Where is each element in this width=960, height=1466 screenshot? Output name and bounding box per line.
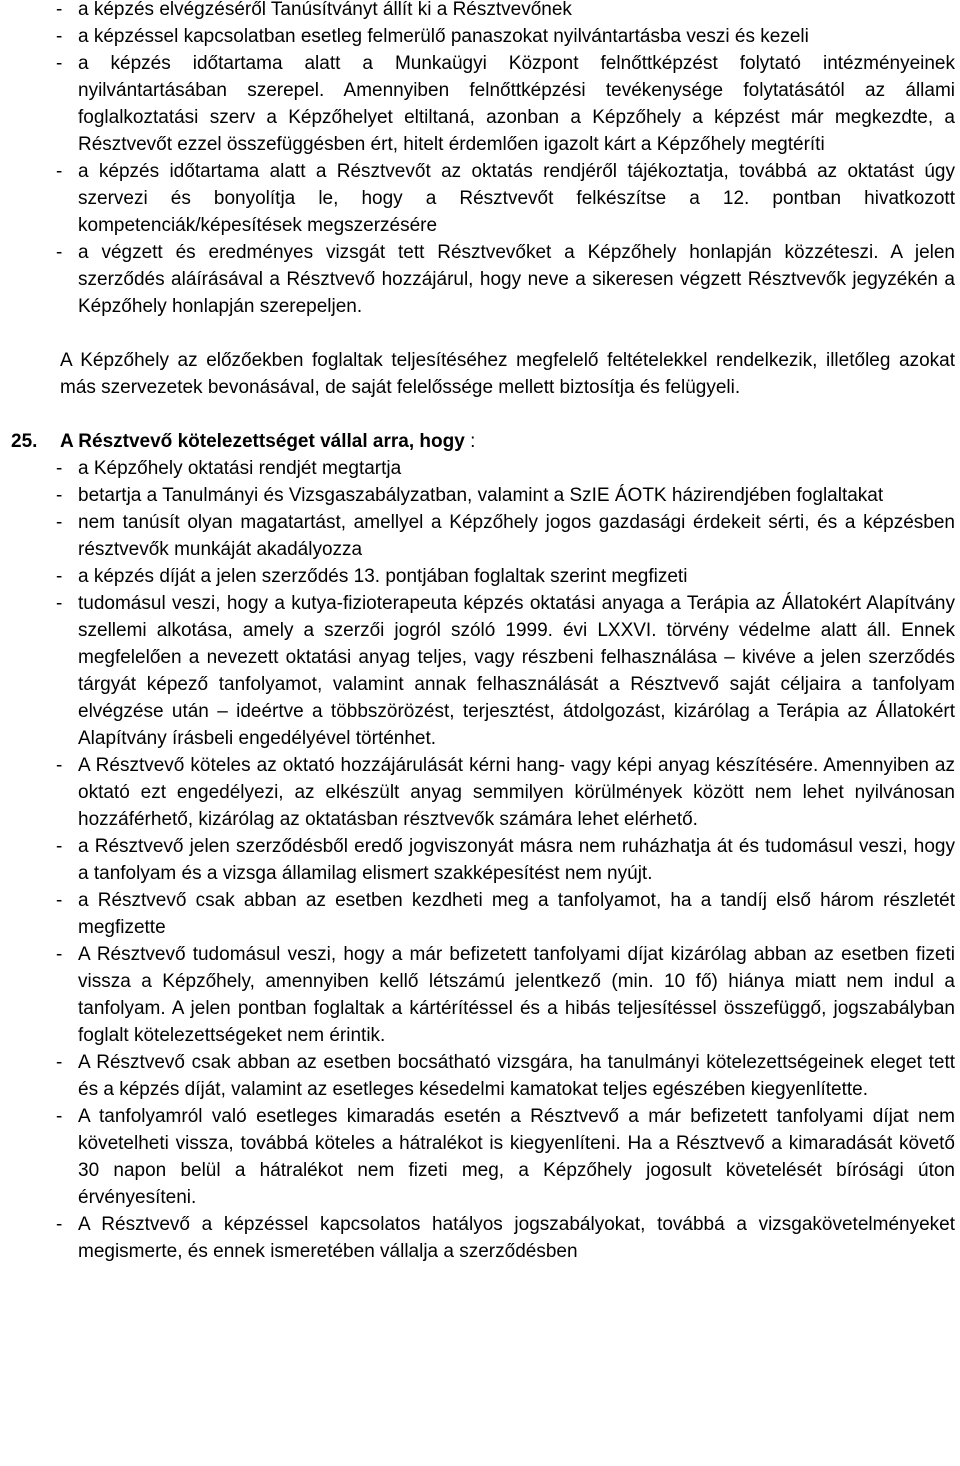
list-item xyxy=(56,563,955,590)
section-title: A Résztvevő kötelezettséget vállal arra, hogy xyxy=(60,431,465,452)
list-item-text: A Résztvevő köteles az oktató hozzájárulását kérni hang- vagy képi anyag készítésére. Amennyiben az oktató ezt engedélyezi, az elkészült anyag semmilyen körülmények között nem lehet nyilvánosan hozzáférhető, kizárólag az oktatásban résztvevők számára lehet elérhető. xyxy=(78,755,955,830)
list-item xyxy=(56,0,955,23)
list-item-text: a végzett és eredményes vizsgát tett Résztvevőket a Képzőhely honlapján közzéteszi. A jelen szerződés aláírásával a Résztvevő hozzájárul, hogy neve a sikeresen végzett Résztvevők jegyzékén a Képzőhely honlapján szerepeljen. xyxy=(78,242,955,317)
list-dash: - xyxy=(56,458,63,479)
list-dash: - xyxy=(56,755,63,776)
list-item-text: a képzés díját a jelen szerződés 13. pontjában foglaltak szerint megfizeti xyxy=(78,566,688,587)
list-item xyxy=(56,158,955,239)
section-heading xyxy=(11,428,955,455)
list-dash: - xyxy=(56,944,63,965)
list-dash: - xyxy=(56,890,63,911)
list-dash: - xyxy=(56,593,63,614)
list-item xyxy=(56,590,955,752)
list-item xyxy=(56,1103,955,1211)
obligations-list-participant xyxy=(0,455,960,1265)
list-dash: - xyxy=(56,0,63,20)
list-item xyxy=(56,50,955,158)
list-item xyxy=(56,482,955,509)
list-dash: - xyxy=(56,242,63,263)
list-item-text: a Résztvevő jelen szerződésből eredő jogviszonyát másra nem ruházhatja át és tudomásul veszi, hogy a tanfolyam és a vizsga államilag elismert szakképesítést nem nyújt. xyxy=(78,836,955,884)
list-item-text: a képzés időtartama alatt a Résztvevőt az oktatás rendjéről tájékoztatja, továbbá az oktatást úgy szervezi és bonyolítja le, hogy a Résztvevőt felkészítse a 12. pontban hivatkozott kompetenciák/képesítések megszerzésére xyxy=(78,161,955,236)
list-item-text: A tanfolyamról való esetleges kimaradás esetén a Résztvevő a már befizetett tanfolyami díjat nem követelheti vissza, továbbá köteles a hátralékot is kiegyenlíteni. Ha a Résztvevő a kimaradását követő 30 napon belül a hátralékot nem fizeti meg, a Képzőhely jogosult követelését bírósági úton érvényesíteni. xyxy=(78,1106,955,1208)
list-dash: - xyxy=(56,836,63,857)
list-dash: - xyxy=(56,161,63,182)
list-item-text: nem tanúsít olyan magatartást, amellyel a Képzőhely jogos gazdasági érdekeit sérti, és a képzésben résztvevők munkáját akadályozza xyxy=(78,512,955,560)
blank-line xyxy=(0,320,960,347)
list-dash: - xyxy=(56,26,63,47)
list-item xyxy=(56,509,955,563)
list-item xyxy=(56,239,955,320)
list-dash: - xyxy=(56,566,63,587)
body-paragraph: A Képzőhely az előzőekben foglaltak teljesítéséhez megfelelő feltételekkel rendelkezik, illetőleg azokat más szervezetek bevonásával, de saját felelőssége mellett biztosítja és felügyeli. xyxy=(60,350,955,398)
list-item-text: A Résztvevő a képzéssel kapcsolatos hatályos jogszabályokat, továbbá a vizsgakövetelményeket megismerte, és ennek ismeretében vállalja a szerződésben xyxy=(78,1214,955,1262)
list-item xyxy=(56,887,955,941)
list-item xyxy=(56,752,955,833)
list-item-text: a képzés elvégzéséről Tanúsítványt állít ki a Résztvevőnek xyxy=(78,0,572,20)
blank-line xyxy=(0,401,960,428)
list-item-text: A Résztvevő tudomásul veszi, hogy a már befizetett tanfolyami díjat kizárólag abban az esetben fizeti vissza a Képzőhely, amennyiben kellő létszámú jelentkező (min. 10 fő) hiánya miatt nem indul a tanfolyam. A jelen pontban foglaltak a kártérítéssel és a hibás teljesítéssel összefüggő, jogszabályban foglalt kötelezettségeket nem érintik. xyxy=(78,944,955,1046)
obligations-list-capabilities xyxy=(0,0,960,320)
list-item xyxy=(56,941,955,1049)
list-dash: - xyxy=(56,512,63,533)
list-item-text: a képzés időtartama alatt a Munkaügyi Központ felnőttképzést folytató intézményeinek nyilvántartásában szerepel. Amennyiben felnőttképzési tevékenysége folytatásától az állami foglalkoztatási szerv a Képzőhelyet eltiltaná, azonban a Képzőhely a képzést már megkezdte, a Résztvevőt ezzel összefüggésben ért, hitelt érdemlően igazolt kárt a Képzőhely megtéríti xyxy=(78,53,955,155)
list-item-text: a Képzőhely oktatási rendjét megtartja xyxy=(78,458,402,479)
list-item-text: betartja a Tanulmányi és Vizsgaszabályzatban, valamint a SzIE ÁOTK házirendjében foglaltakat xyxy=(78,485,884,506)
list-dash: - xyxy=(56,1106,63,1127)
list-item xyxy=(56,23,955,50)
list-item-text: A Résztvevő csak abban az esetben bocsátható vizsgára, ha tanulmányi kötelezettségeinek eleget tett és a képzés díját, valamint az esetleges késedelmi kamatokat teljes egészében kiegyenlítette. xyxy=(78,1052,955,1100)
section-number: 25. xyxy=(11,431,38,452)
list-dash: - xyxy=(56,1214,63,1235)
list-item xyxy=(56,1049,955,1103)
list-item-text: a Résztvevő csak abban az esetben kezdheti meg a tanfolyamot, ha a tandíj első három részletét megfizette xyxy=(78,890,955,938)
list-item-text: a képzéssel kapcsolatban esetleg felmerülő panaszokat nyilvántartásba veszi és kezeli xyxy=(78,26,809,47)
section-title-suffix: : xyxy=(464,431,476,452)
list-item xyxy=(56,1211,955,1265)
list-dash: - xyxy=(56,53,63,74)
list-item xyxy=(56,833,955,887)
list-item xyxy=(56,455,955,482)
list-dash: - xyxy=(56,1052,63,1073)
list-dash: - xyxy=(56,485,63,506)
list-item-text: tudomásul veszi, hogy a kutya-fizioterapeuta képzés oktatási anyaga a Terápia az Állatokért Alapítvány szellemi alkotása, amely a szerzői jogról szóló 1999. évi LXXVI. törvény védelme alatt áll. Ennek megfelelően a nevezett oktatási anyag teljes, vagy részbeni felhasználása – kivéve a jelen szerződés tárgyát képező tanfolyamot, valamint annak felhasználását a Résztvevő saját céljaira a tanfolyam elvégzése után – ideértve a többszörözést, terjesztést, átdolgozást, kizárólag a Terápia az Állatokért Alapítvány írásbeli engedélyével történhet. xyxy=(78,593,955,749)
